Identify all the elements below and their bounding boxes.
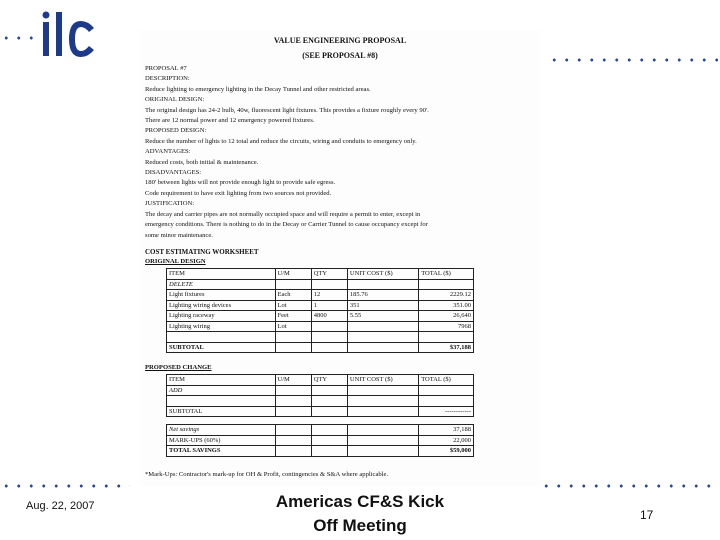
header-item: ITEM [167,375,276,386]
cell [311,321,347,332]
delete-label: DELETE [167,279,276,290]
doc-line: There are 12 normal power and 12 emergency powered fixtures. [145,117,315,125]
cell: Feet [275,311,311,322]
table-header-row [167,269,474,280]
table-row [167,385,474,396]
table-row [167,300,474,311]
cell: 7968 [419,321,474,332]
proposed-change-table [166,374,474,417]
original-design-table [166,268,474,353]
savings-table [166,424,474,457]
cell: 2229.12 [419,290,474,301]
subtotal-label: SUBTOTAL [167,406,276,417]
doc-line: JUSTIFICATION: [145,200,195,208]
dotted-line-top-left [0,36,38,40]
dotted-line-top-right [548,58,718,62]
doc-title-line2: (SEE PROPOSAL #8) [302,51,378,60]
cell: 26,640 [419,311,474,322]
doc-line: emergency conditions. There is nothing to do in the Decay or Carrier Tunnel to cause occupancy except for [145,221,428,229]
doc-line: DISADVANTAGES: [145,169,202,177]
subtotal-label: SUBTOTAL [167,342,276,353]
cell: Lighting raceway [167,311,276,322]
cell: 5.55 [347,311,418,322]
table-header-row [167,375,474,386]
header-item: ITEM [167,269,276,280]
total-savings-value: $59,000 [419,446,474,457]
header-unit-cost: UNIT COST ($) [347,269,418,280]
table-row [167,311,474,322]
cell: 1 [311,300,347,311]
doc-line: ORIGINAL DESIGN: [145,96,205,104]
doc-line: ADVANTAGES: [145,148,191,156]
doc-line: The decay and carrier pipes are not normally occupied space and will require a permit to enter, except in [145,210,421,218]
header-total: TOTAL ($) [419,269,474,280]
header-total: TOTAL ($) [419,375,474,386]
table-row [167,406,474,417]
doc-line: Code requirement to have exit lighting from two sources not provided. [145,189,332,197]
cell: Lot [275,321,311,332]
cell: 185.76 [347,290,418,301]
net-savings-value: 37,188 [419,425,474,436]
original-subtotal: $37,188 [419,342,474,353]
table-row [167,435,474,446]
table-row [167,425,474,436]
proposed-change-label: PROPOSED CHANGE [145,364,212,371]
header-um: U/M [275,375,311,386]
ilc-logo [38,8,100,64]
header-um: U/M [275,269,311,280]
net-savings-label: Net savings [167,425,276,436]
doc-line: PROPOSED DESIGN: [145,127,207,135]
cell: 12 [311,290,347,301]
footnote: *Mark-Ups: Contractor's mark-up for OH & Profit, contingencies & S&A where applicable. [145,471,389,478]
cell: Lot [275,300,311,311]
footer-title-line2: Off Meeting [313,516,407,535]
cell: 351 [347,300,418,311]
doc-line: some minor maintenance. [145,231,213,239]
dotted-line-bottom-left [0,484,130,488]
proposed-subtotal: ------------ [419,406,474,417]
table-row [167,279,474,290]
header-unit-cost: UNIT COST ($) [347,375,418,386]
table-row [167,332,474,343]
markups-label: MARK-UPS (60%) [167,435,276,446]
footer-title [250,490,470,538]
doc-line: Reduced costs, both initial & maintenance. [145,158,259,166]
add-label: ADD [167,385,276,396]
doc-line: Reduce the number of lights to 12 total and reduce the circuits, wiring and conduits to emergency only. [145,137,417,145]
total-savings-label: TOTAL SAVINGS [167,446,276,457]
original-design-label: ORIGINAL DESIGN [145,258,206,266]
table-row [167,342,474,353]
cell: Lighting wiring devices [167,300,276,311]
footer-date: Aug. 22, 2007 [26,500,95,512]
worksheet-title: COST ESTIMATING WORKSHEET [145,247,259,256]
doc-title-line1: VALUE ENGINEERING PROPOSAL [273,36,407,45]
cell [347,321,418,332]
value-engineering-document [140,30,540,486]
cell: Lighting wiring [167,321,276,332]
doc-line: PROPOSAL #7 [145,65,187,72]
cell: Light fixtures [167,290,276,301]
doc-line: The original design has 24-2 bulb, 40w, fluorescent light fixtures. This provides a fixture roughly every 90'. [145,106,429,114]
header-qty: QTY [311,375,347,386]
cell: Each [275,290,311,301]
cell: 4800 [311,311,347,322]
table-row [167,290,474,301]
markups-value: 22,000 [419,435,474,446]
table-row [167,321,474,332]
doc-line: Reduce lighting to emergency lighting in the Decay Tunnel and other restricted areas. [145,85,371,93]
table-row [167,446,474,457]
header-qty: QTY [311,269,347,280]
table-row [167,396,474,407]
footer-title-line1: Americas CF&S Kick [275,492,445,511]
dotted-line-bottom-right [540,484,718,488]
doc-body [145,64,530,268]
doc-line: 180' between lights will not provide enough light to provide safe egress. [145,179,336,187]
cell: 351.00 [419,300,474,311]
doc-line: DESCRIPTION: [145,75,190,83]
page-number: 17 [640,508,654,522]
